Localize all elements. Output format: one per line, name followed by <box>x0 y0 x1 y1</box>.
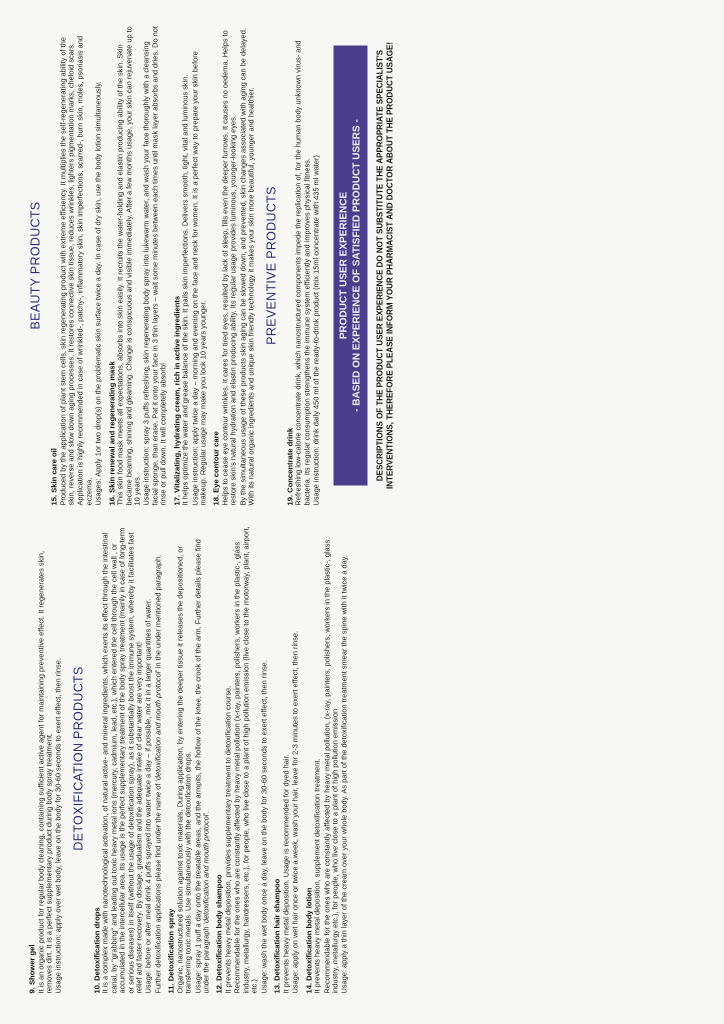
item-concentrate-drink <box>286 26 321 506</box>
user-experience-banner <box>333 46 367 486</box>
item-detox-body-lotion <box>305 524 349 994</box>
item-body: It prevents heavy metal deposition, provides supplementary treatment to detoxification course. <box>223 685 233 994</box>
left-column <box>29 524 709 994</box>
item-title: 9. Shower gel <box>27 944 37 994</box>
protocol-reference: detoxification and mouth protocol <box>201 814 211 924</box>
item-extra: By the simultaneous usage of these products skin aging can be slowed down, and prevented, skin changes associated with aging can be delayed. With its natural organic ingredients and unique skin friendly technology it makes your skin more beautiful, younger and healthier. <box>238 28 256 506</box>
item-usage: Usage instruction: drink daily 450 ml of the ready-to-drink product (mix 15ml concentrate with 435 ml water) <box>311 155 321 506</box>
item-title: 11. Detoxification spray <box>166 908 176 994</box>
item-body: It is an organic product for regular body cleaning, containing sufficient active agent for maintaining preventive effect. It regenerates skin, removes dirt. It is a perfect supplementary product during body spray treatment. <box>36 550 54 994</box>
item-title: 10. Detoxification drops <box>92 907 102 994</box>
item-body: Organic, nanostructured solution against toxic materials. During application, by entering the deeper tissue it releases the depositioned, or transferring toxic metals. Use simultaneously with the detoxification drops. <box>175 546 193 994</box>
item-further <box>154 524 162 994</box>
banner-subtitle: - BASED ON EXPERIENCE OF SATISFIED PRODUCT USERS - <box>351 119 362 412</box>
item-body: It prevents heavy metal deposition. Usage is recommended for dyed hair. <box>281 754 291 994</box>
item-body: It prevents heavy metal deposition, supplement detoxification treatment. <box>312 758 322 994</box>
section-title-beauty: BEAUTY PRODUCTS <box>28 201 43 330</box>
item-recommend: Recommendable for the ones who are constantly affected by heavy metal pollution (x-ray, painters, polishers, workers in the plastic-, glass industry, metallurgy, hairdressers, etc.), for people, who live close to a plant of high pollution emission (live close to the motorway, plant, airport, etc.) <box>232 526 259 994</box>
item-usage: Usage: before or after meal drink 4 puffs sprayed into water twice a day – if possible, mix it in a larger quantities of water. <box>143 598 153 994</box>
item-body: Helps to cease eye contour wrinkles. It cares for tired eyes, resulted by lack of sleep, fills even the deeper furrows. It causes no oedema. Helps to restore skin's natural hydration and elastin producing ability. Its regular usage provides luminous, younger-looking eyes. <box>220 30 238 506</box>
item-title: 12. Detoxification body shampoo <box>214 874 224 994</box>
text-fragment: Usage: spray 1 puff a day onto the treatable areas, and the armpits, the hollow of the knee, the crook of the arm. Further details please find under the paragraph ' <box>193 539 211 994</box>
item-body: This skin food mask meets all expectations, absorbs into skin easily. It recruits the water-holding and elastin producing ability of the skin. Skin became beaming, shining and gleaming. Change is conspicuous and visible immediately. After a few months usage, your skin can rejuvenate up to 10 years. <box>115 26 142 506</box>
disclaimer-text: DESCRIPTIONS OF THE PRODUCT USER EXPERIENCE DO NOT SUBSTITUTE THE APPROPRIATE SPECIALIST'S INTERVENTIONS, THEREFORE PLEASE INFORM YOUR PHARMACIST AND DOCTOR ABOUT THE PRODUCT USAGE! <box>375 42 394 489</box>
item-title: 19. Concentrate drink <box>285 427 295 506</box>
item-usage: Usage instruction: spray 3 puffs refreshing, skin regenerating body spray into lukewarm water, and wash your face thoroughly with a cleansing facial sponge, than erase. Pat it onto your face in 3 thin layers – wait some minutes between each times until mask layer absorbs and dries. Do not rinse or pull down. It will completely absorb! <box>141 26 168 506</box>
protocol-reference: detoxification and mouth protocol <box>153 671 163 781</box>
item-skin-renewal-mask <box>108 26 168 506</box>
item-title: 16. Skin renewal and regenerating mask <box>107 361 117 506</box>
item-usage: Usage instruction: apply twice a day – morning and evening on the face and neck for women. It is a perfect way to prepare your skin before makeup. Regular usage may make you look 10 years younger. <box>190 51 208 506</box>
item-title: 18. Eye contour care <box>211 431 221 506</box>
text-fragment: ' in the under mentioned paragraph. <box>153 554 163 672</box>
item-title: 13. Detoxification hair shampoo <box>272 878 282 994</box>
rotated-content <box>1 0 724 1024</box>
item-usage: Usage: apply on wet hair once or twice a week, wash your hair, leave for 2-3 minutes to exert effect, then rinse. <box>290 630 300 994</box>
item-body: It is a complex made with nanotechnological activation, of natural active- and mineral ingredients, which exerts its effect through the intestinal canal, by "grabbing" and leading out toxic heavy metal ions (mercury, cadmium, lead, etc.), which entered the cell through the cell wall , or accumulated in the intercellular area. Its usage is the perfect supplementary treatment of the body spray treatment (mainly in case of long-term or serious diseases) in itself (without the usage of detoxification spray), as it substantially boost the immune system, whereby it facilitates fast relief and faster recovery. By dosage, gradualism and the adequate intake of clear water are very important! <box>100 527 144 994</box>
item-detox-spray <box>168 524 211 994</box>
item-usage: Usage instruction: apply over wet body, leave on the body for 30-60 seconds to exert effect, then rinse. <box>53 658 63 994</box>
right-column <box>29 26 709 506</box>
section-title-preventive: PREVENTIVE PRODUCTS <box>264 186 279 345</box>
item-body: It helps optimize the water and grease balance of the skin. It pails skin imperfections. Delivers smooth, tight, vital and luminous skin. <box>180 74 190 506</box>
item-recommend: Recommendable for the ones who are constantly affected by heavy metal pollution, (x-ray, painters, polishers, workers in the plastic-, glass industry, metallurgy etc.), for people, who live close to a plant of high pollution emission <box>322 539 340 994</box>
item-title: 14. Detoxification body lotion <box>304 887 313 994</box>
text-fragment: '. <box>201 811 211 815</box>
item-title: 15. Skin care oil <box>49 448 59 506</box>
item-body: Refreshing low-calorie concentrate drink, which nanostructured components impede the replication of, for the human body unknown virus- and bacteria. Its regular consumption strengthens the immune system efficiently and improves physical fitness. <box>293 40 312 506</box>
item-title: 17. Vitalizating, hydrating cream, rich in active ingredients <box>172 295 182 506</box>
item-application: Application is highly recommended in case of wrinkled-, patchy-, inflammatory skin, skin imperfections, scarred-, burn skin, moles, psoriasis and eczema. <box>75 36 94 506</box>
item-detox-drops <box>93 524 162 994</box>
text-fragment: Further detoxification applications please find under the name of ' <box>153 780 163 994</box>
item-hydrating-cream <box>173 26 208 506</box>
item-usage: Usage: wash the wet body once a day, leave on the body for 30-60 seconds to exert effect, then rinse. <box>259 660 269 994</box>
item-usage <box>194 524 211 994</box>
item-detox-body-shampoo <box>216 524 269 994</box>
item-usage: Usages: Apply 1or two drop(s) on the problematic skin surface twice a day. In case of dry skin, use the body lotion simultaneously. <box>93 81 103 506</box>
banner-title: PRODUCT USER EXPERIENCE <box>338 191 349 340</box>
item-body: Produced by the application of plant stem cells, skin regenerating product with extreme efficiency. It multiplies the self-regenerating ability of the skin, reverse and slow down aging processes. It restores connective skin tissue, reduces wrinkles, lighters pigmentation marks, cheloid scars. <box>58 37 76 506</box>
item-detox-hair-shampoo <box>274 524 300 994</box>
item-shower-gel <box>29 524 64 994</box>
item-skin-care-oil <box>51 26 104 506</box>
section-title-detoxification: DETOXIFICATION PRODUCTS <box>71 666 86 851</box>
item-usage: Usage: apply a thin layer of the cream over your whole body. As part of the detoxification treatment smear the spine with it twice a day. <box>339 555 349 994</box>
item-eye-contour-care <box>213 26 256 506</box>
